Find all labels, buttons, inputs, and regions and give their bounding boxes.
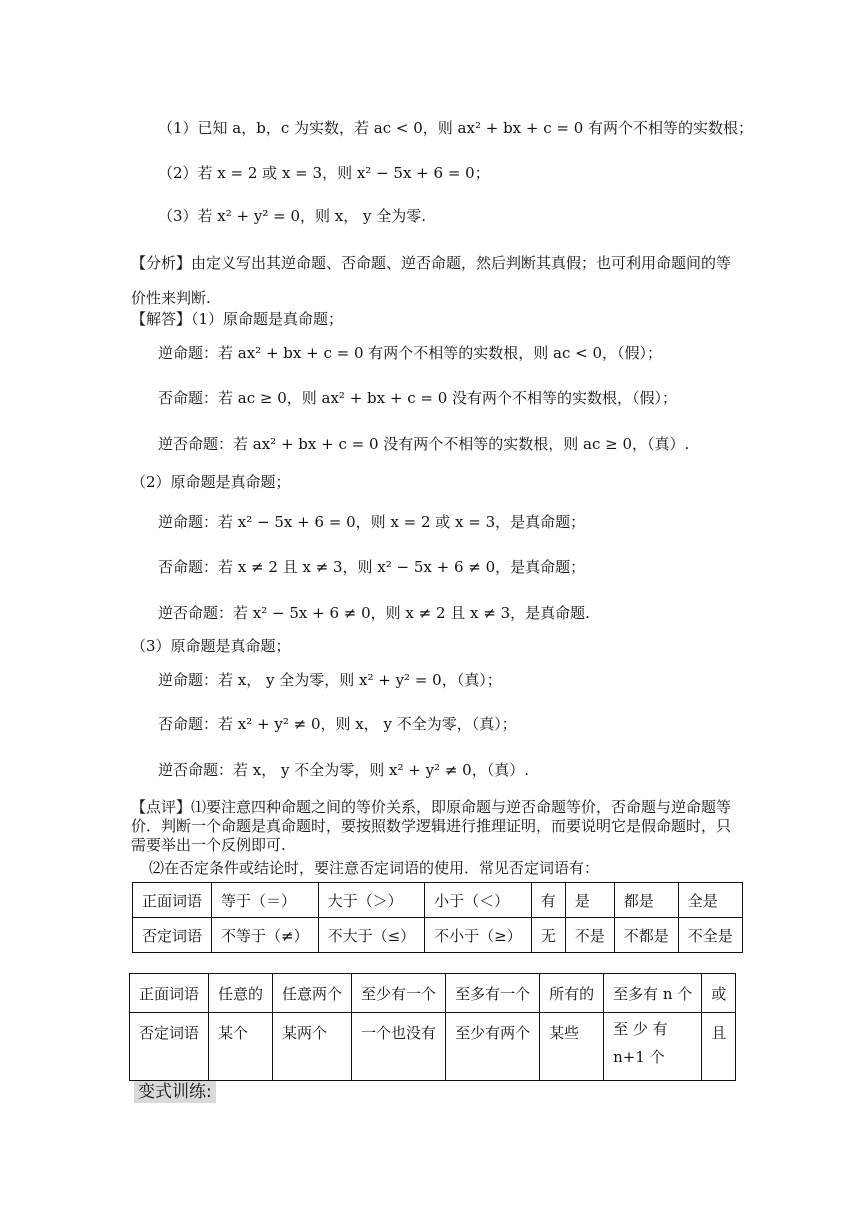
converse-3: 逆命题：若 x， y 全为零，则 x² + y² = 0，（真）；: [158, 671, 502, 689]
comment-negation-intro: ⑵在否定条件或结论时，要注意否定词语的使用．常见否定词语有：: [149, 859, 600, 877]
table-cell: 大于（＞）: [318, 883, 425, 918]
table-cell: 至多有一个: [446, 974, 540, 1013]
table-cell: 且: [702, 1013, 736, 1081]
inverse-3: 否命题：若 x² + y² ≠ 0，则 x， y 不全为零，（真）；: [158, 715, 517, 733]
table-cell: 某两个: [273, 1013, 352, 1081]
contrapositive-2: 逆否命题：若 x² − 5x + 6 ≠ 0，则 x ≠ 2 且 x ≠ 3，是真命题.: [158, 604, 590, 622]
table-cell: 不小于（≥）: [425, 918, 532, 953]
inverse-1: 否命题：若 ac ≥ 0，则 ax² + bx + c = 0 没有两个不相等的实数根，（假）；: [158, 389, 678, 407]
negation-table-2: [129, 973, 736, 1081]
table-cell: 等于（＝）: [212, 883, 319, 918]
table-cell: 全是: [678, 883, 742, 918]
table-cell: 至少有两个: [446, 1013, 540, 1081]
table-cell: 不等于（≠）: [212, 918, 319, 953]
variant-training-heading: 变式训练:: [134, 1081, 216, 1103]
analysis-text: 【分析】由定义写出其逆命题、否命题、逆否命题，然后判断其真假；也可利用命题间的等价性来判断.: [131, 254, 732, 307]
table-cell: 某个: [209, 1013, 273, 1081]
table-cell: 否定词语: [133, 918, 212, 953]
table-cell: 不是: [565, 918, 614, 953]
contrapositive-3: 逆否命题：若 x， y 不全为零，则 x² + y² ≠ 0，（真）.: [158, 761, 529, 779]
inverse-2: 否命题：若 x ≠ 2 且 x ≠ 3，则 x² − 5x + 6 ≠ 0，是真命题；: [158, 558, 586, 576]
problem-1: （1）已知 a，b，c 为实数，若 ac < 0，则 ax² + bx + c = 0 有两个不相等的实数根；: [158, 119, 754, 137]
table-cell: 至 少 有 n+1 个: [604, 1013, 702, 1081]
table-cell: 一个也没有: [352, 1013, 446, 1081]
problem-2: （2）若 x = 2 或 x = 3，则 x² − 5x + 6 = 0；: [158, 164, 490, 182]
table-cell: 正面词语: [130, 974, 209, 1013]
converse-2: 逆命题：若 x² − 5x + 6 = 0，则 x = 2 或 x = 3，是真命题；: [158, 513, 586, 531]
table-cell: 小于（＜）: [425, 883, 532, 918]
table-cell: 任意两个: [273, 974, 352, 1013]
table-row: [133, 883, 743, 918]
table-cell: 有: [531, 883, 565, 918]
table-cell: 某些: [540, 1013, 604, 1081]
table-cell: 所有的: [540, 974, 604, 1013]
table-row: [130, 1013, 736, 1081]
table-cell: 正面词语: [133, 883, 212, 918]
table-cell: 否定词语: [130, 1013, 209, 1081]
table-cell: 任意的: [209, 974, 273, 1013]
problem-3: （3）若 x² + y² = 0，则 x， y 全为零.: [158, 207, 427, 225]
table-cell: 不都是: [614, 918, 678, 953]
solution-heading: 【解答】（1）原命题是真命题；: [131, 310, 344, 328]
table-cell: 都是: [614, 883, 678, 918]
table-cell: 是: [565, 883, 614, 918]
solution-heading-2: （2）原命题是真命题；: [131, 473, 291, 491]
negation-table-1: [132, 882, 743, 953]
contrapositive-1: 逆否命题：若 ax² + bx + c = 0 没有两个不相等的实数根，则 ac ≥ 0，（真）.: [158, 435, 690, 453]
comment-text: 【点评】⑴要注意四种命题之间的等价关系，即原命题与逆否命题等价，否命题与逆命题等价．判断一个命题是真命题时，要按照数学逻辑进行推理证明，而要说明它是假命题时，只需要举出一个反例即可.: [131, 798, 732, 854]
table-cell: 不大于（≤）: [318, 918, 425, 953]
table-cell: 或: [702, 974, 736, 1013]
table-cell: 无: [531, 918, 565, 953]
table-cell: 至少有一个: [352, 974, 446, 1013]
table-row: [130, 974, 736, 1013]
table-row: [133, 918, 743, 953]
table-cell: 至多有 n 个: [604, 974, 702, 1013]
table-cell: 不全是: [678, 918, 742, 953]
converse-1: 逆命题：若 ax² + bx + c = 0 有两个不相等的实数根，则 ac < 0，（假）；: [158, 344, 663, 362]
solution-heading-3: （3）原命题是真命题；: [131, 637, 291, 655]
